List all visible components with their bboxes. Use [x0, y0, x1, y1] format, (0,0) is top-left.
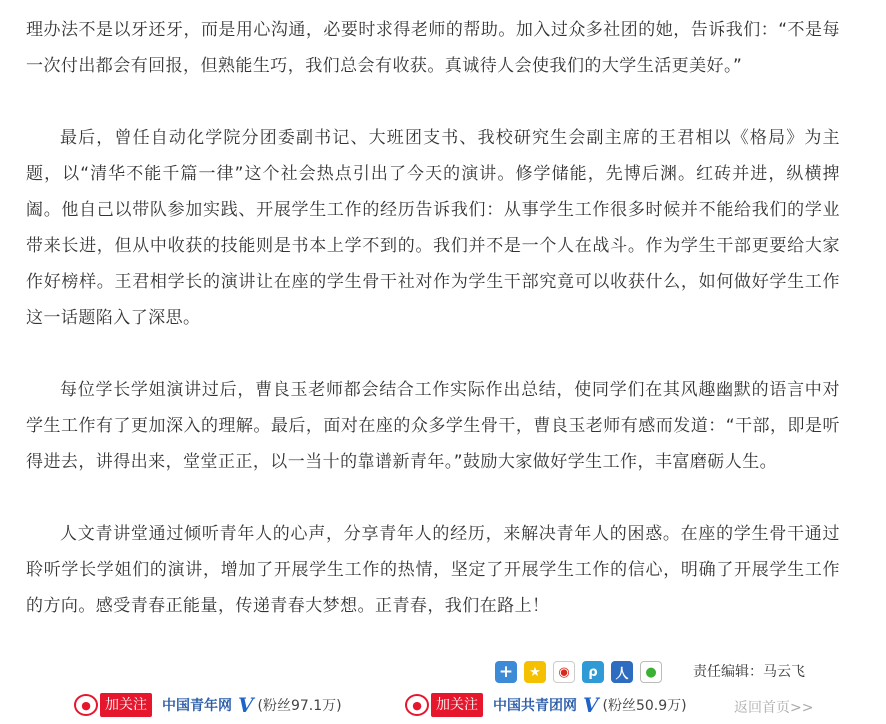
verified-icon: V: [583, 693, 599, 717]
back-home-link[interactable]: 返回首页>>: [734, 700, 814, 716]
qzone-icon[interactable]: ★: [524, 661, 546, 683]
responsible-editor: 责任编辑：马云飞: [693, 664, 805, 680]
sina-weibo-icon[interactable]: ◉: [553, 661, 575, 683]
article-paragraph: 人文青讲堂通过倾听青年人的心声，分享青年人的经历，来解决青年人的困惑。在座的学生骨干通过聆听学长学姐们的演讲，增加了开展学生工作的热情，坚定了开展学生工作的信心，明确了开展学生工作的方向。感受青春正能量，传递青春大梦想。正青春，我们在路上！: [26, 524, 840, 616]
account-name[interactable]: 中国共青团网: [493, 698, 577, 714]
share-bar: [495, 659, 669, 685]
fans-count: (粉丝97.1万): [257, 698, 342, 714]
verified-icon: V: [238, 693, 254, 717]
article-paragraph: 理办法不是以牙还牙，而是用心沟通，必要时求得老师的帮助。加入过众多社团的她，告诉我们：“不是每一次付出都会有回报，但熟能生巧，我们总会有收获。真诚待人会使我们的大学生活更美好。”: [26, 20, 840, 76]
article-paragraph: 最后，曾任自动化学院分团委副书记、大班团支书、我校研究生会副主席的王君相以《格局》为主题，以“清华不能千篇一律”这个社会热点引出了今天的演讲。修学储能，先博后渊。红砖并进，纵横捭阖。他自己以带队参加实践、开展学生工作的经历告诉我们：从事学生工作很多时候并不能给我们的学业带来长进，但从中收获的技能则是书本上学不到的。我们并不是一个人在战斗。作为学生干部更要给大家作好榜样。王君相学长的演讲让在座的学生骨干社对作为学生干部究竟可以收获什么，如何做好学生工作这一话题陷入了深思。: [26, 128, 840, 328]
tencent-weibo-icon[interactable]: ρ: [582, 661, 604, 683]
weibo-logo-icon: ●: [74, 694, 98, 716]
renren-icon[interactable]: 人: [611, 661, 633, 683]
fans-count: (粉丝50.9万): [602, 698, 687, 714]
wechat-icon[interactable]: ●: [640, 661, 662, 683]
follow-button[interactable]: 加关注: [100, 693, 152, 717]
account-name[interactable]: 中国青年网: [162, 698, 232, 714]
follow-account-cyol: [74, 690, 342, 720]
follow-account-gqt: [405, 690, 687, 720]
article-paragraph: 每位学长学姐演讲过后，曹良玉老师都会结合工作实际作出总结，使同学们在其风趣幽默的语言中对学生工作有了更加深入的理解。最后，面对在座的众多学生骨干，曹良玉老师有感而发道：“干部，即是听得进去，讲得出来，堂堂正正，以一当十的靠谱新青年。”鼓励大家做好学生工作，丰富磨砺人生。: [26, 380, 840, 472]
article-body: [26, 12, 840, 660]
follow-button[interactable]: 加关注: [431, 693, 483, 717]
weibo-logo-icon: ●: [405, 694, 429, 716]
more-share-icon[interactable]: +: [495, 661, 517, 683]
